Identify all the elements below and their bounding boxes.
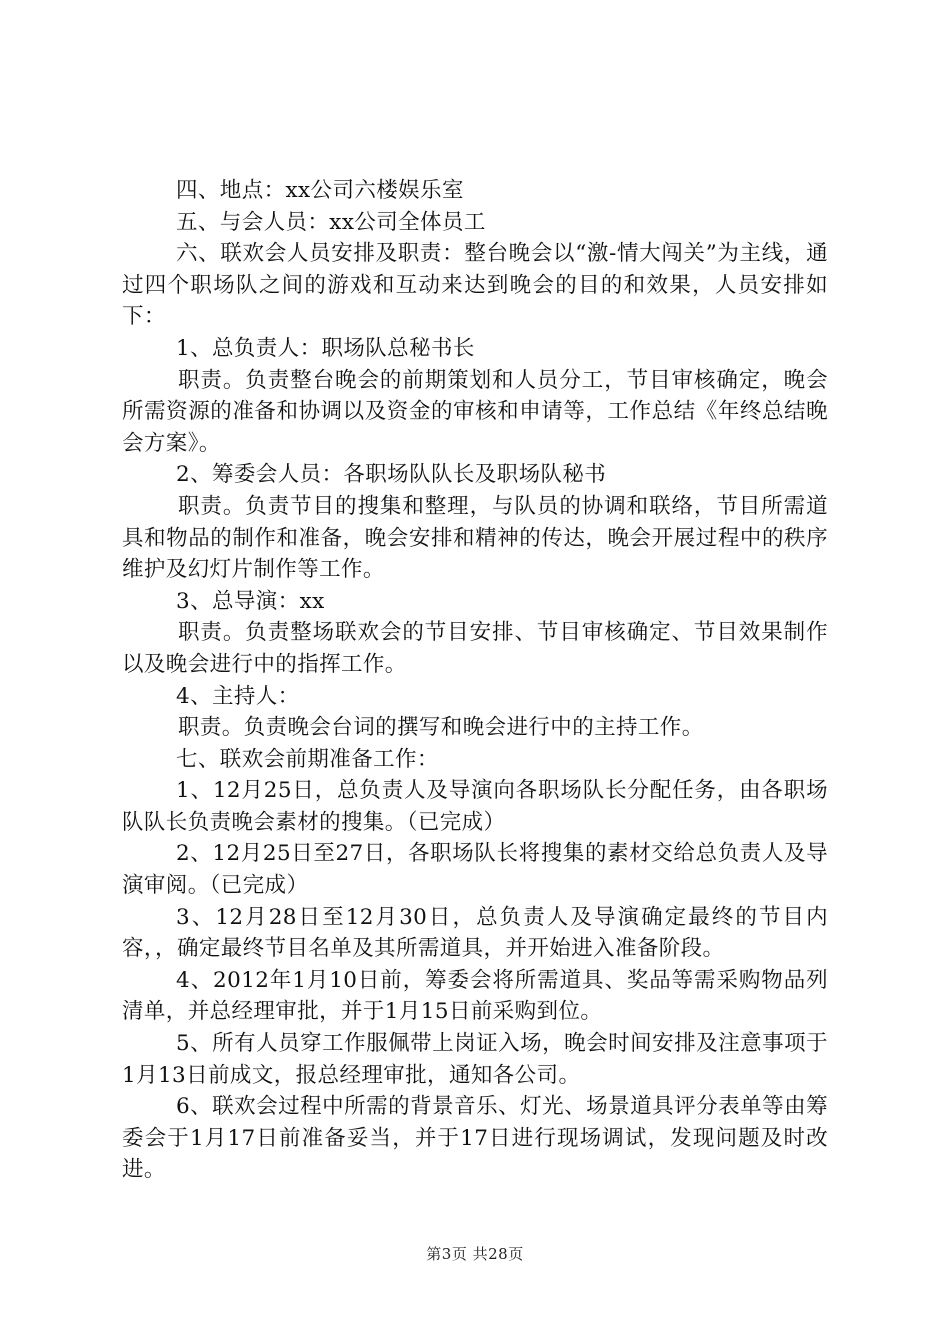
paragraph-chief-lead: 1、总负责人：职场队总秘书长 xyxy=(176,335,475,361)
paragraph-committee: 2、筹委会人员：各职场队队长及职场队秘书 xyxy=(176,462,607,488)
paragraph-director-duty: 职责。负责整场联欢会的节目安排、节目审核确定、节目效果制作以及晚会进行中的指挥工作。 xyxy=(122,620,828,677)
paragraph-staff-arrangement: 六、联欢会人员安排及职责：整台晚会以“激-情大闯关”为主线，通过四个职场队之间的游戏和互动来达到晚会的目的和效果，人员安排如下： xyxy=(122,241,828,330)
paragraph-director: 3、总导演：xx xyxy=(176,588,325,614)
paragraph-prep-step-1: 1、12月25日，总负责人及导演向各职场队长分配任务，由各职场队队长负责晚会素材的搜集。（已完成） xyxy=(122,778,828,835)
paragraph-host-duty: 职责。负责晚会台词的撰写和晚会进行中的主持工作。 xyxy=(178,715,704,741)
paragraph-committee-duty: 职责。负责节目的搜集和整理，与队员的协调和联络，节目所需道具和物品的制作和准备，晚会安排和精神的传达，晚会开展过程中的秩序维护及幻灯片制作等工作。 xyxy=(122,493,828,583)
page-number-footer: 第3页 共28页 xyxy=(426,1245,524,1263)
paragraph-prep-step-4: 4、2012年1月10日前，筹委会将所需道具、奖品等需采购物品列清单，并总经理审批，并于1月15日前采购到位。 xyxy=(122,967,828,1025)
paragraph-attendees: 五、与会人员：xx公司全体员工 xyxy=(176,209,486,235)
paragraph-prep-step-6: 6、联欢会过程中所需的背景音乐、灯光、场景道具评分表单等由筹委会于1月17日前准备妥当，并于17日进行现场调试，发现问题及时改进。 xyxy=(122,1094,828,1183)
paragraph-prep-step-5: 5、所有人员穿工作服佩带上岗证入场，晚会时间安排及注意事项于1月13日前成文，报总经理审批，通知各公司。 xyxy=(122,1031,828,1088)
paragraph-prep-step-3: 3、12月28日至12月30日，总负责人及导演确定最终的节目内容，，确定最终节目名单及其所需道具，并开始进入准备阶段。 xyxy=(122,904,828,962)
paragraph-host: 4、主持人： xyxy=(176,683,300,709)
paragraph-preparation-heading: 七、联欢会前期准备工作： xyxy=(176,746,439,772)
paragraph-chief-lead-duty: 职责。负责整台晚会的前期策划和人员分工，节目审核确定，晚会所需资源的准备和协调以及资金的审核和申请等，工作总结《年终总结晚会方案》。 xyxy=(122,367,828,456)
document-body xyxy=(122,175,828,1186)
paragraph-location: 四、地点：xx公司六楼娱乐室 xyxy=(176,178,464,203)
paragraph-prep-step-2: 2、12月25日至27日，各职场队长将搜集的素材交给总负责人及导演审阅。（已完成） xyxy=(122,841,828,899)
